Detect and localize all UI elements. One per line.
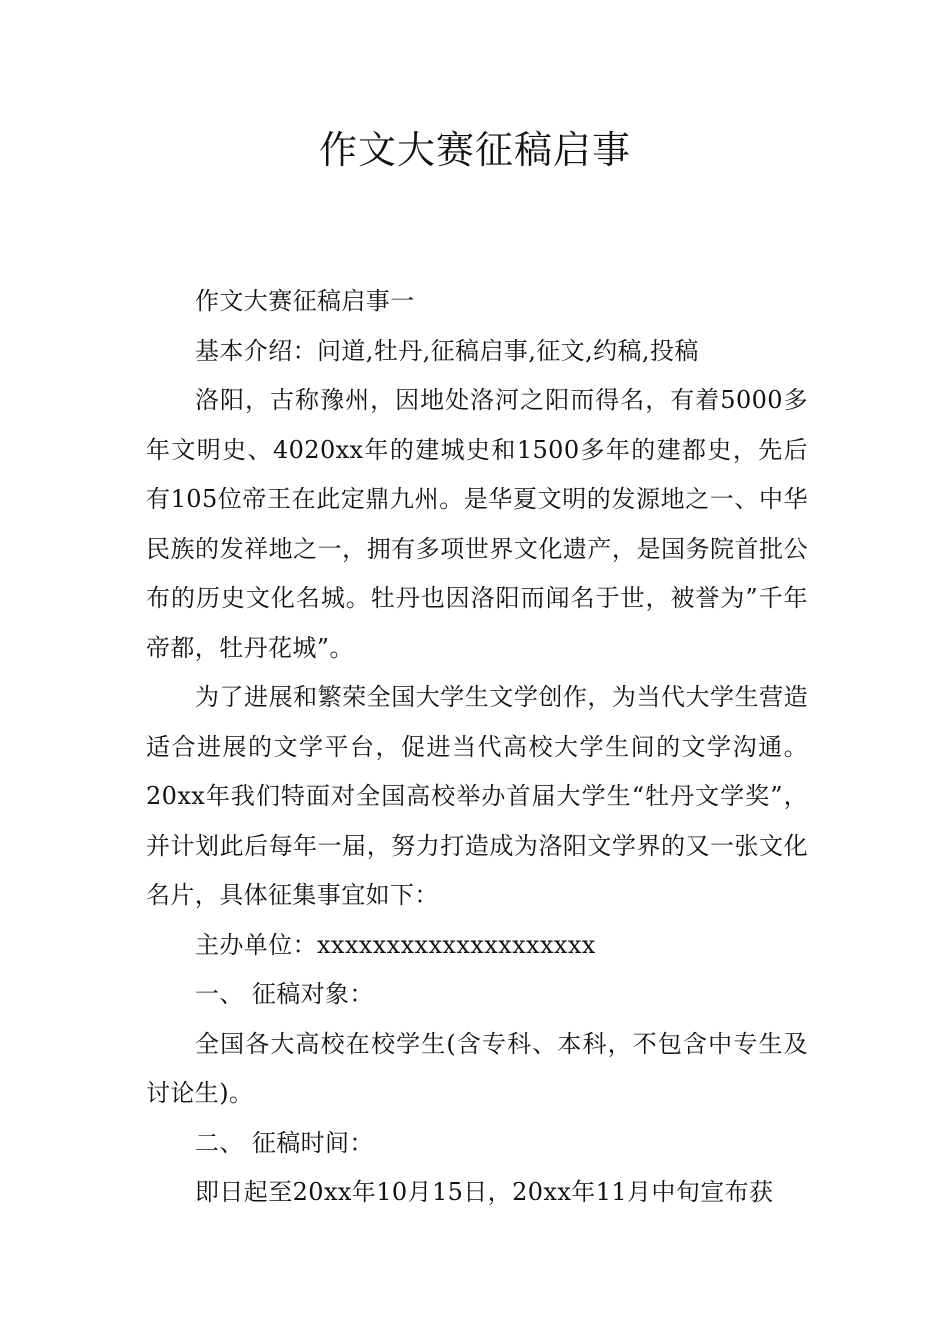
paragraph-basic-intro: 基本介绍：问道,牡丹,征稿启事,征文,约稿,投稿 bbox=[195, 336, 699, 365]
document-title: 作文大赛征稿启事 bbox=[318, 128, 631, 172]
paragraph-luoyang-history: 洛阳，古称豫州，因地处洛河之阳而得名，有着5000多年文明史、4020xx年的建城史和1500多年的建都史，先后有105位帝王在此定鼎九州。是华夏文明的发源地之一、中华民族的发祥地之一，拥有多项世界文化遗产，是国务院首批公布的历史文化名城。牡丹也因洛阳而闻名于世，被誉为”千年帝都，牡丹花城”。 bbox=[146, 386, 808, 662]
section-heading-time: 二、 征稿时间： bbox=[195, 1128, 374, 1157]
paragraph-organizer: 主办单位：xxxxxxxxxxxxxxxxxxxx bbox=[195, 930, 596, 959]
paragraph-subtitle: 作文大赛征稿启事一 bbox=[195, 287, 415, 315]
section-heading-target: 一、 征稿对象： bbox=[195, 980, 374, 1008]
paragraph-target: 全国各大高校在校学生(含专科、本科，不包含中专生及讨论生)。 bbox=[146, 1029, 808, 1107]
paragraph-purpose: 为了进展和繁荣全国大学生文学创作，为当代大学生营造适合进展的文学平台，促进当代高校大学生间的文学沟通。20xx年我们特面对全国高校举办首届大学生“牡丹文学奖”，并计划此后每年一届，努力打造成为洛阳文学界的又一张文化名片，具体征集事宜如下： bbox=[146, 683, 808, 909]
document-body bbox=[146, 277, 808, 1218]
paragraph-time: 即日起至20xx年10月15日，20xx年11月中旬宣布获 bbox=[195, 1178, 774, 1206]
